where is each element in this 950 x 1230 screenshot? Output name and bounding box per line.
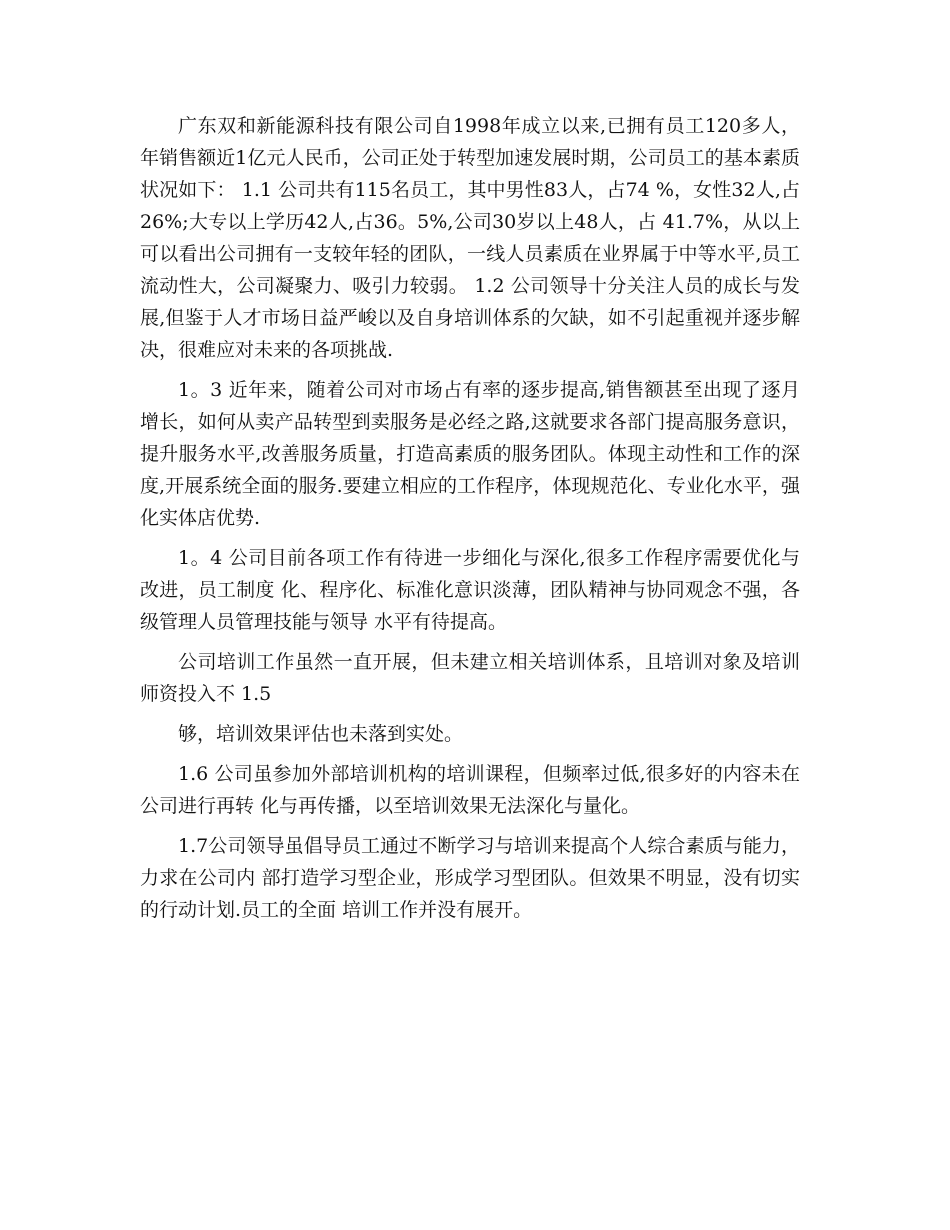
paragraph-1-7: 1.7公司领导虽倡导员工通过不断学习与培训来提高个人综合素质与能力，力求在公司内 部打造学习型企业，形成学习型团队。但效果不明显，没有切实的行动计划.员工的全面 培训工作并没有展开。 <box>140 835 800 921</box>
paragraph-1-4: 1。4 公司目前各项工作有待进一步细化与深化,很多工作程序需要优化与改进，员工制度 化、程序化、标准化意识淡薄，团队精神与协同观念不强，各级管理人员管理技能与领导 水平有待提高。 <box>140 547 800 633</box>
document-body <box>140 110 800 934</box>
paragraph-training-status: 公司培训工作虽然一直开展，但未建立相关培训体系，且培训对象及培训师资投入不 1.5 <box>140 651 800 705</box>
paragraph-company-overview: 广东双和新能源科技有限公司自1998年成立以来,已拥有员工120多人，年销售额近1亿元人民币，公司正处于转型加速发展时期，公司员工的基本素质状况如下： 1.1 公司共有115名员工，其中男性83人，占74 %，女性32人,占 26%;大专以上学历42人,占36。5%,公司30岁以上48人，占 41.7%，从以上可以看出公司拥有一支较年轻的团队，一线人员素质在业界属于中等水平,员工流动性大，公司凝聚力、吸引力较弱。 1.2 公司领导十分关注人员的成长与发展,但鉴于人才市场日益严峻以及自身培训体系的欠缺，如不引起重视并逐步解决，很难应对未来的各项挑战. <box>140 115 800 361</box>
paragraph-training-evaluation: 够，培训效果评估也未落到实处。 <box>178 723 464 745</box>
paragraph-1-3: 1。3 近年来，随着公司对市场占有率的逐步提高,销售额甚至出现了逐月增长，如何从卖产品转型到卖服务是必经之路,这就要求各部门提高服务意识，提升服务水平,改善服务质量，打造高素质的服务团队。体现主动性和工作的深度,开展系统全面的服务.要建立相应的工作程序，体现规范化、专业化水平，强化实体店优势. <box>140 379 800 529</box>
paragraph-1-6: 1.6 公司虽参加外部培训机构的培训课程，但频率过低,很多好的内容未在公司进行再转 化与再传播，以至培训效果无法深化与量化。 <box>140 763 800 817</box>
